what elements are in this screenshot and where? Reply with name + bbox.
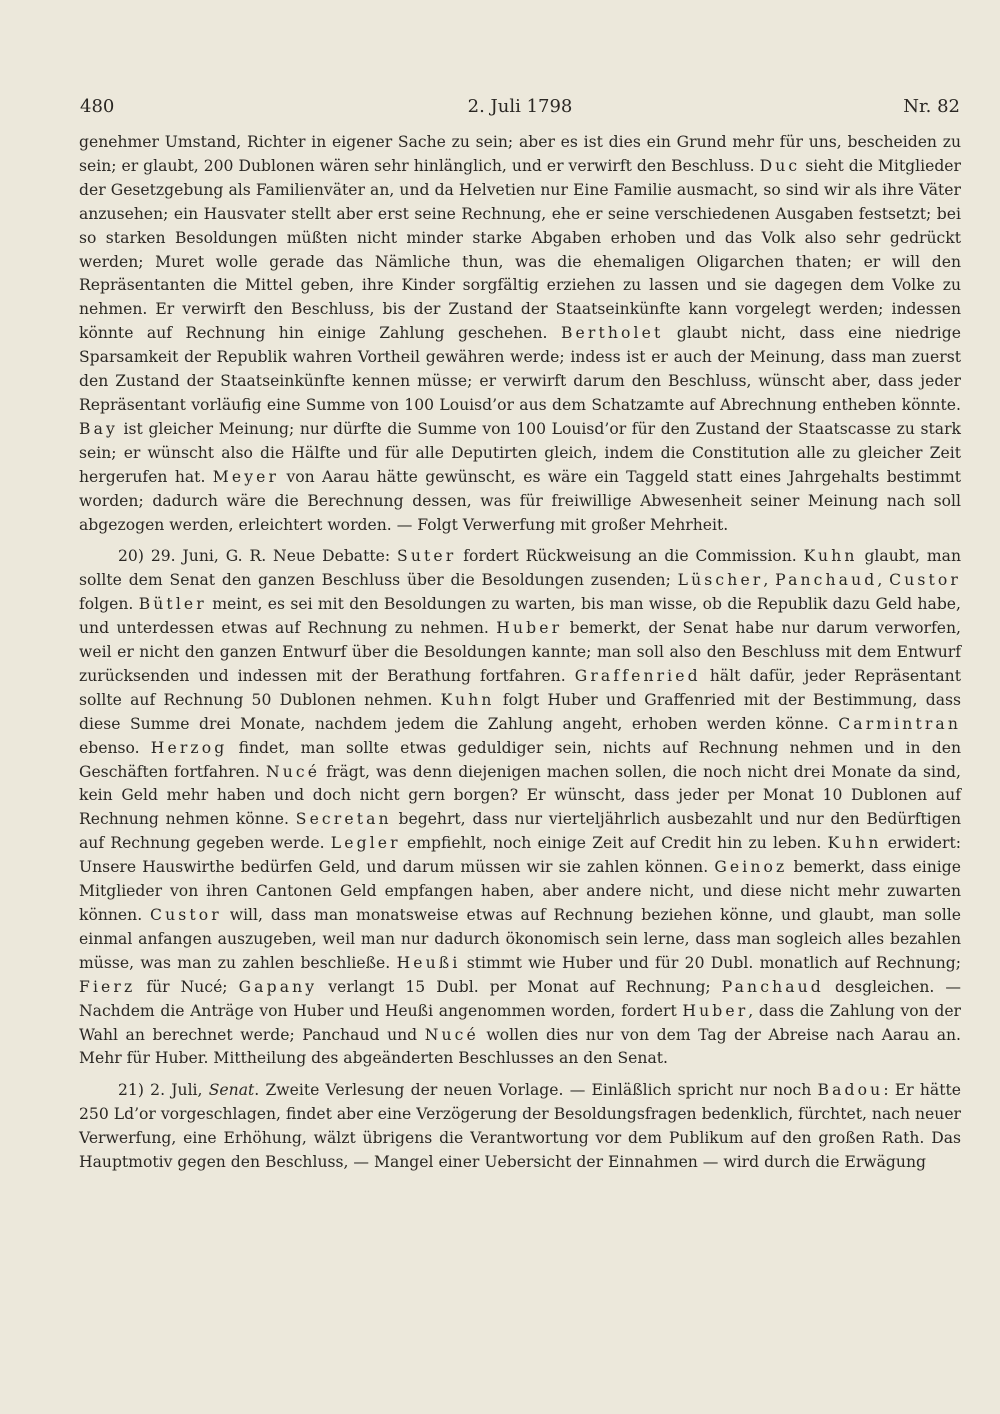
speaker-name: Custor [150, 906, 222, 924]
speaker-name: Nucé [424, 1025, 479, 1044]
text-run: bemerkt, dass einige Mitglieder von ihren Cantonen Geld empfangen haben, aber andere nicht, und diese nicht mehr zuwarten können. [79, 858, 961, 924]
text-run: fordert Rückweisung an die Commission. [456, 547, 804, 566]
text-run: , [763, 571, 776, 590]
speaker-name: Kuhn [827, 834, 882, 853]
speaker-name: Huber [682, 1001, 749, 1020]
text-run: wollen dies nur von dem Tag der Abreise nach Aarau an. Mehr für Huber. Mittheilung des abgeänderten Beschlusses an den Senat. [79, 1025, 961, 1068]
speaker-name: Carmintran [838, 714, 961, 733]
text-run: : Er hätte 250 Ld’or vorgeschlagen, findet aber eine Verzögerung der Besoldungsfragen bedenklich, fürchtet, nach neuer Verwerfung, eine Erhöhung, wälzt übrigens die Verantwortung vor dem Publikum auf den großen Rath. Das Hauptmotiv gegen den Beschluss, — Mangel einer Uebersicht der Einnahmen — wird durch die Erwägung [79, 1081, 961, 1172]
text-run: will, dass man monatsweise etwas auf Rechnung beziehen könne, und glaubt, man solle einmal anfangen auszugeben, weil man nur dadurch ökonomisch sein lerne, dass man sogleich alles bezahlen müsse, was man zu zahlen beschließe. [79, 906, 961, 972]
speaker-name: Lüscher [677, 571, 764, 590]
text-run: bemerkt, der Senat habe nur darum verworfen, weil er nicht den ganzen Entwurf über die Besoldungen kannte; man soll also den Beschluss mit dem Entwurf zurücksenden und indessen mit der Berathung fortfahren. [79, 619, 961, 685]
speaker-name: Gapany [238, 977, 318, 996]
speaker-name: Geinoz [714, 858, 788, 877]
text-run: ist gleicher Meinung; nur dürfte die Summe von 100 Louisd’or für den Zustand der Staatscasse zu stark sein; er wünscht also die Hälfte und für alle Deputirten gleich, indem die Constitution alle zu gleicher Zeit hergerufen hat. [79, 419, 961, 486]
speaker-name: Kuhn [803, 547, 858, 566]
text-run: für Nucé; [135, 977, 239, 996]
running-head-date: 2. Juli 1798 [467, 96, 573, 117]
speaker-name: Huber [496, 619, 563, 638]
text-run: begehrt, dass nur vierteljährlich ausbezahlt und nur den Bedürftigen auf Rechnung gegeben werde. [79, 810, 961, 853]
text-run: glaubt nicht, dass eine niedrige Sparsamkeit der Republik wahren Vortheil gewähren werde; indess ist er auch der Meinung, dass man zuerst den Zustand der Staatseinkünfte kennen müsse; er verwirft darum den Beschluss, wünscht aber, dass jeder Repräsentant vorläufig eine Summe von 100 Louisd’or aus dem Schatzamte auf Abrechnung entheben könnte. [79, 324, 961, 414]
text-run: erwidert: Unsere Hauswirthe bedürfen Geld, und darum müssen wir sie zahlen können. [79, 834, 961, 877]
text-run: folgt Huber und Graffenried mit der Bestimmung, dass diese Summe drei Monate, nachdem jedem die Zahlung angeht, erhoben werden könne. [79, 690, 961, 733]
text-run: . Zweite Verlesung der neuen Vorlage. — Einläßlich spricht nur noch [254, 1081, 818, 1100]
body-text [79, 131, 961, 1175]
speaker-name: Bay [79, 419, 118, 438]
speaker-name: Panchaud [775, 571, 878, 590]
document-number: Nr. 82 [903, 96, 960, 117]
text-run: 20) 29. Juni, G. R. Neue Debatte: [118, 547, 398, 566]
text-run: , [877, 571, 890, 590]
speaker-name: Kuhn [440, 690, 495, 709]
text-run: desgleichen. — Nachdem die Anträge von Huber und Heußi angenommen worden, fordert [79, 977, 961, 1020]
text-run: meint, es sei mit den Besoldungen zu warten, bis man wisse, ob die Republik dazu Geld habe, und unterdessen etwas auf Rechnung zu nehmen. [79, 595, 961, 638]
text-run: findet, man sollte etwas geduldiger sein, nichts auf Rechnung nehmen und in den Geschäften fortfahren. [79, 738, 961, 781]
text-run: empfiehlt, noch einige Zeit auf Credit hin zu leben. [400, 834, 828, 853]
text-run: ebenso. [79, 738, 151, 757]
speaker-name: Herzog [150, 738, 228, 757]
speaker-name: Suter [397, 547, 457, 566]
text-run: , dass die Zahlung von der Wahl an berechnet werde; Panchaud und [79, 1001, 961, 1044]
speaker-name: Heußi [396, 953, 461, 972]
text-run: 21) 2. Juli, [118, 1081, 209, 1100]
paragraph-entry-21 [79, 1079, 961, 1175]
speaker-name: Legler [330, 834, 401, 853]
speaker-name: Bertholet [560, 324, 664, 343]
speaker-name: Custor [889, 571, 961, 590]
text-run: frägt, was denn diejenigen machen sollen, die noch nicht drei Monate da sind, kein Geld mehr haben und doch nicht gern borgen? Er wünscht, dass jeder per Monat 10 Dublonen auf Rechnung nehmen könne. [79, 762, 961, 829]
text-run: glaubt, man sollte dem Senat den ganzen Beschluss über die Besoldungen zusenden; [79, 547, 961, 590]
speaker-name: Secretan [295, 810, 392, 829]
text-run: sieht die Mitglieder der Gesetzgebung als Familienväter an, und da Helvetien nur Eine Familie ausmacht, so sind wir als ihre Väter anzusehen; ein Hausvater stellt aber erst seine Rechnung, ehe er seine verschiedenen Ausgaben festsetzt; bei so starken Besoldungen müßten nicht minder starke Abgaben erhoben und das Volk also sehr gedrückt werden; Muret wolle gerade das Nämliche thun, was die ehemaligen Oligarchen thaten; er will den Repräsentanten die Mittel geben, ihre Kinder sorgfältig erziehen zu lassen und sie dagegen dem Volke zu nehmen. Er verwirft den Beschluss, bis der Zustand der Staatseinkünfte kann vorgelegt werden; indessen könnte auf Rechnung hin einige Zahlung geschehen. [79, 156, 961, 343]
text-run: stimmt wie Huber und für 20 Dubl. monatlich auf Rechnung; [460, 953, 961, 972]
page-header [80, 96, 960, 122]
text-run: verlangt 15 Dubl. per Monat auf Rechnung; [317, 977, 722, 996]
speaker-name: Bütler [138, 595, 207, 614]
speaker-name: Panchaud [721, 977, 824, 996]
speaker-name: Badou [817, 1081, 884, 1100]
paragraph-continuation [79, 131, 961, 537]
speaker-name: Graffenried [574, 666, 701, 685]
speaker-name: Duc [759, 156, 801, 175]
text-run: hält dafür, jeder Repräsentant sollte auf Rechnung 50 Dublonen nehmen. [79, 666, 961, 709]
page-number: 480 [80, 96, 115, 117]
italic-text: Senat [208, 1081, 255, 1100]
speaker-name: Fierz [79, 977, 136, 996]
speaker-name: Nucé [265, 762, 321, 781]
text-run: folgen. [79, 595, 139, 614]
paragraph-entry-20 [79, 545, 961, 1071]
text-run: von Aarau hätte gewünscht, es wäre ein Taggeld statt eines Jahrgehalts bestimmt worden; dadurch wäre die Berechnung dessen, was für freiwillige Abwesenheit seiner Meinung nach soll abgezogen werden, erleichtert worden. — Folgt Verwerfung mit großer Mehrheit. [79, 467, 961, 534]
speaker-name: Meyer [212, 467, 280, 486]
text-run: genehmer Umstand, Richter in eigener Sache zu sein; aber es ist dies ein Grund mehr für uns, bescheiden zu sein; er glaubt, 200 Dublonen wären sehr hinlänglich, und er verwirft den Beschluss. [79, 133, 961, 175]
